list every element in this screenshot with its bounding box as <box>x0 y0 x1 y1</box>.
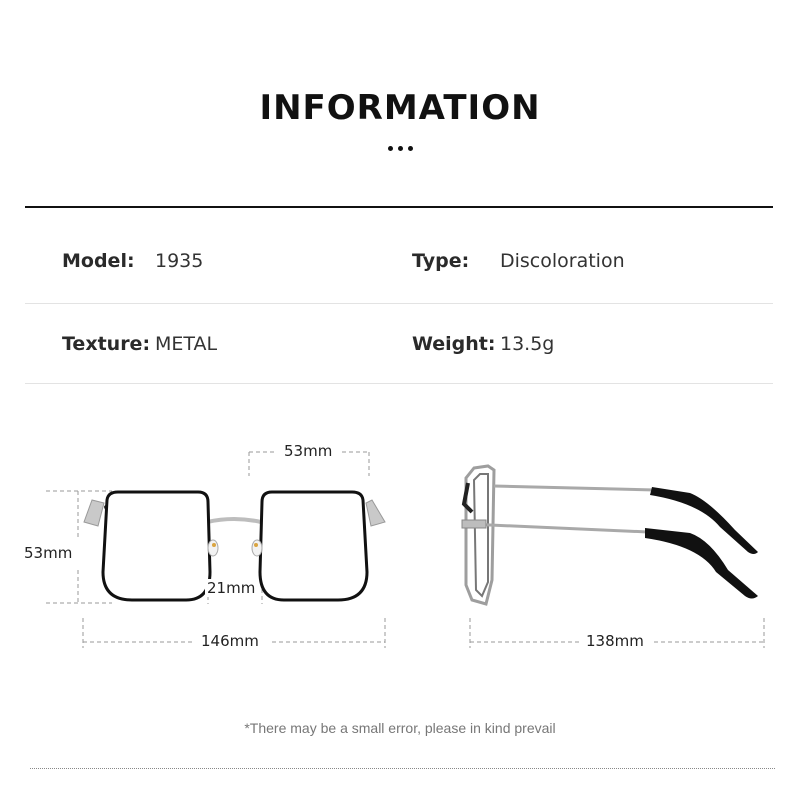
lens-width-dimension: 53mm <box>284 442 333 460</box>
type-value: Discoloration <box>500 250 625 272</box>
side-view-glasses <box>462 466 758 604</box>
footer-dotted-divider <box>30 768 775 769</box>
frame-width-dimension: 146mm <box>201 632 259 650</box>
lens-height-dimension: 53mm <box>24 544 73 562</box>
model-label: Model: <box>62 250 135 272</box>
bridge-width-dimension: 21mm <box>207 579 256 597</box>
weight-label: Weight: <box>412 333 496 355</box>
texture-label: Texture: <box>62 333 151 355</box>
texture-value: METAL <box>155 333 218 355</box>
weight-value: 13.5g <box>500 333 555 355</box>
model-value: 1935 <box>155 250 204 272</box>
error-disclaimer: *There may be a small error, please in kind prevail <box>244 720 556 736</box>
type-label: Type: <box>412 250 470 272</box>
temple-length-dimension: 138mm <box>586 632 644 650</box>
page-title: INFORMATION <box>259 88 541 128</box>
